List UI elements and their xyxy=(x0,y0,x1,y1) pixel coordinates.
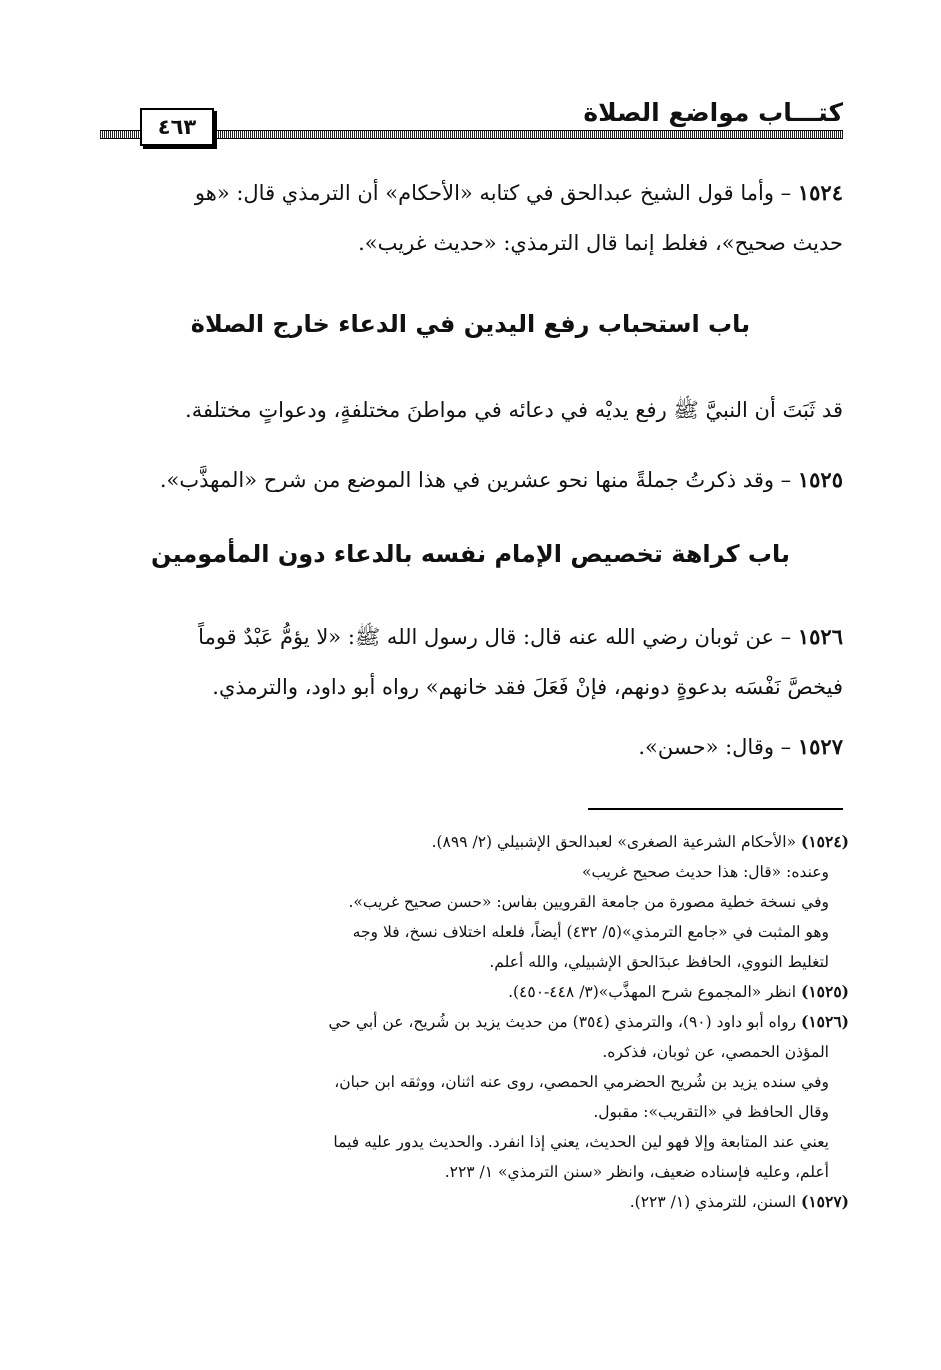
footnote-1524-line2: وعنده: «قال: هذا حديث صحيح غريب» xyxy=(581,863,829,881)
footnote-1524-line5: لتغليط النووي، الحافظ عبدَالحق الإشبيلي، والله أعلم. xyxy=(489,953,829,971)
paragraph-1527: ١٥٢٧ – وقال: «حسن». xyxy=(638,734,843,759)
paragraph-1525: ١٥٢٥ – وقد ذكرتُ جملةً منها نحو عشرين في هذا الموضع من شرح «المهذَّب». xyxy=(159,467,843,492)
paragraph-number: ١٥٢٧ xyxy=(797,734,843,759)
footnote-1526-line3: وفي سنده يزيد بن شُريح الحضرمي الحمصي، روى عنه اثنان، ووثقه ابن حبان، xyxy=(334,1073,829,1091)
footnote-1526-line4: وقال الحافظ في «التقريب»: مقبول. xyxy=(593,1103,829,1121)
paragraph-1524 xyxy=(92,168,843,268)
paragraph-number: ١٥٢٤ xyxy=(797,180,843,205)
footnote-1524-line3: وفي نسخة خطية مصورة من جامعة القرويين بفاس: «حسن صحيح غريب». xyxy=(348,893,829,911)
footnote-1527: (١٥٢٧) السنن، للترمذي (١/ ٢٢٣). xyxy=(629,1192,849,1211)
chapter-heading-imam-dua: باب كراهة تخصيص الإمام نفسه بالدعاء دون المأمومين xyxy=(150,540,791,568)
paragraph-1524-line2: حديث صحيح»، فغلط إنما قال الترمذي: «حديث غريب». xyxy=(358,231,843,255)
running-header-title: كتـــاب مواضع الصلاة xyxy=(583,98,843,127)
paragraph-1526 xyxy=(92,612,843,712)
footnote-1526-line6: أعلم، وعليه فإسناده ضعيف، وانظر «سنن الترمذي» ١/ ٢٢٣. xyxy=(444,1163,829,1181)
paragraph-1526-line2: فيخصَّ نَفْسَه بدعوةٍ دونهم، فإنْ فَعَلَ فقد خانهم» رواه أبو داود، والترمذي. xyxy=(212,675,843,699)
footnote-separator xyxy=(588,808,843,810)
footnote-1526: (١٥٢٦) رواه أبو داود (٩٠)، والترمذي (٣٥٤) من حديث يزيد بن شُريح، عن أبي حي xyxy=(328,1012,849,1031)
paragraph-number: ١٥٢٦ xyxy=(797,624,843,649)
footnote-1524-line4: وهو المثبت في «جامع الترمذي»(٥/ ٤٣٢) أيضاً، فلعله اختلاف نسخ، فلا وجه xyxy=(352,923,829,941)
paragraph-1524-line1: ١٥٢٤ – وأما قول الشيخ عبدالحق في كتابه «الأحكام» أن الترمذي قال: «هو xyxy=(194,180,843,205)
paragraph-1526-line1: ١٥٢٦ – عن ثوبان رضي الله عنه قال: قال رسول الله ﷺ: «لا يؤمُّ عَبْدٌ قوماً xyxy=(198,624,843,649)
footnote-1526-line5: يعني عند المتابعة وإلا فهو لين الحديث، يعني إذا انفرد. والحديث يدور عليه فيما xyxy=(333,1133,829,1151)
page-number: ٤٦٣ xyxy=(140,108,214,146)
footnote-1526-line2: المؤذن الحمصي، عن ثوبان، فذكره. xyxy=(602,1043,829,1061)
paragraph-number: ١٥٢٥ xyxy=(797,467,843,492)
chapter-heading-raising-hands: باب استحباب رفع اليدين في الدعاء خارج الصلاة xyxy=(190,310,751,338)
footnote-1524: (١٥٢٤) «الأحكام الشرعية الصغرى» لعبدالحق الإشبيلي (٢/ ٨٩٩). xyxy=(431,832,849,851)
paragraph-intro: قد ثَبَتَ أن النبيَّ ﷺ رفع يديْه في دعائه في مواطنَ مختلفةٍ، ودعواتٍ مختلفة. xyxy=(185,398,843,422)
footnote-1525: (١٥٢٥) انظر «المجموع شرح المهذَّب»(٣/ ٤٤٨-٤٥٠). xyxy=(508,982,849,1001)
